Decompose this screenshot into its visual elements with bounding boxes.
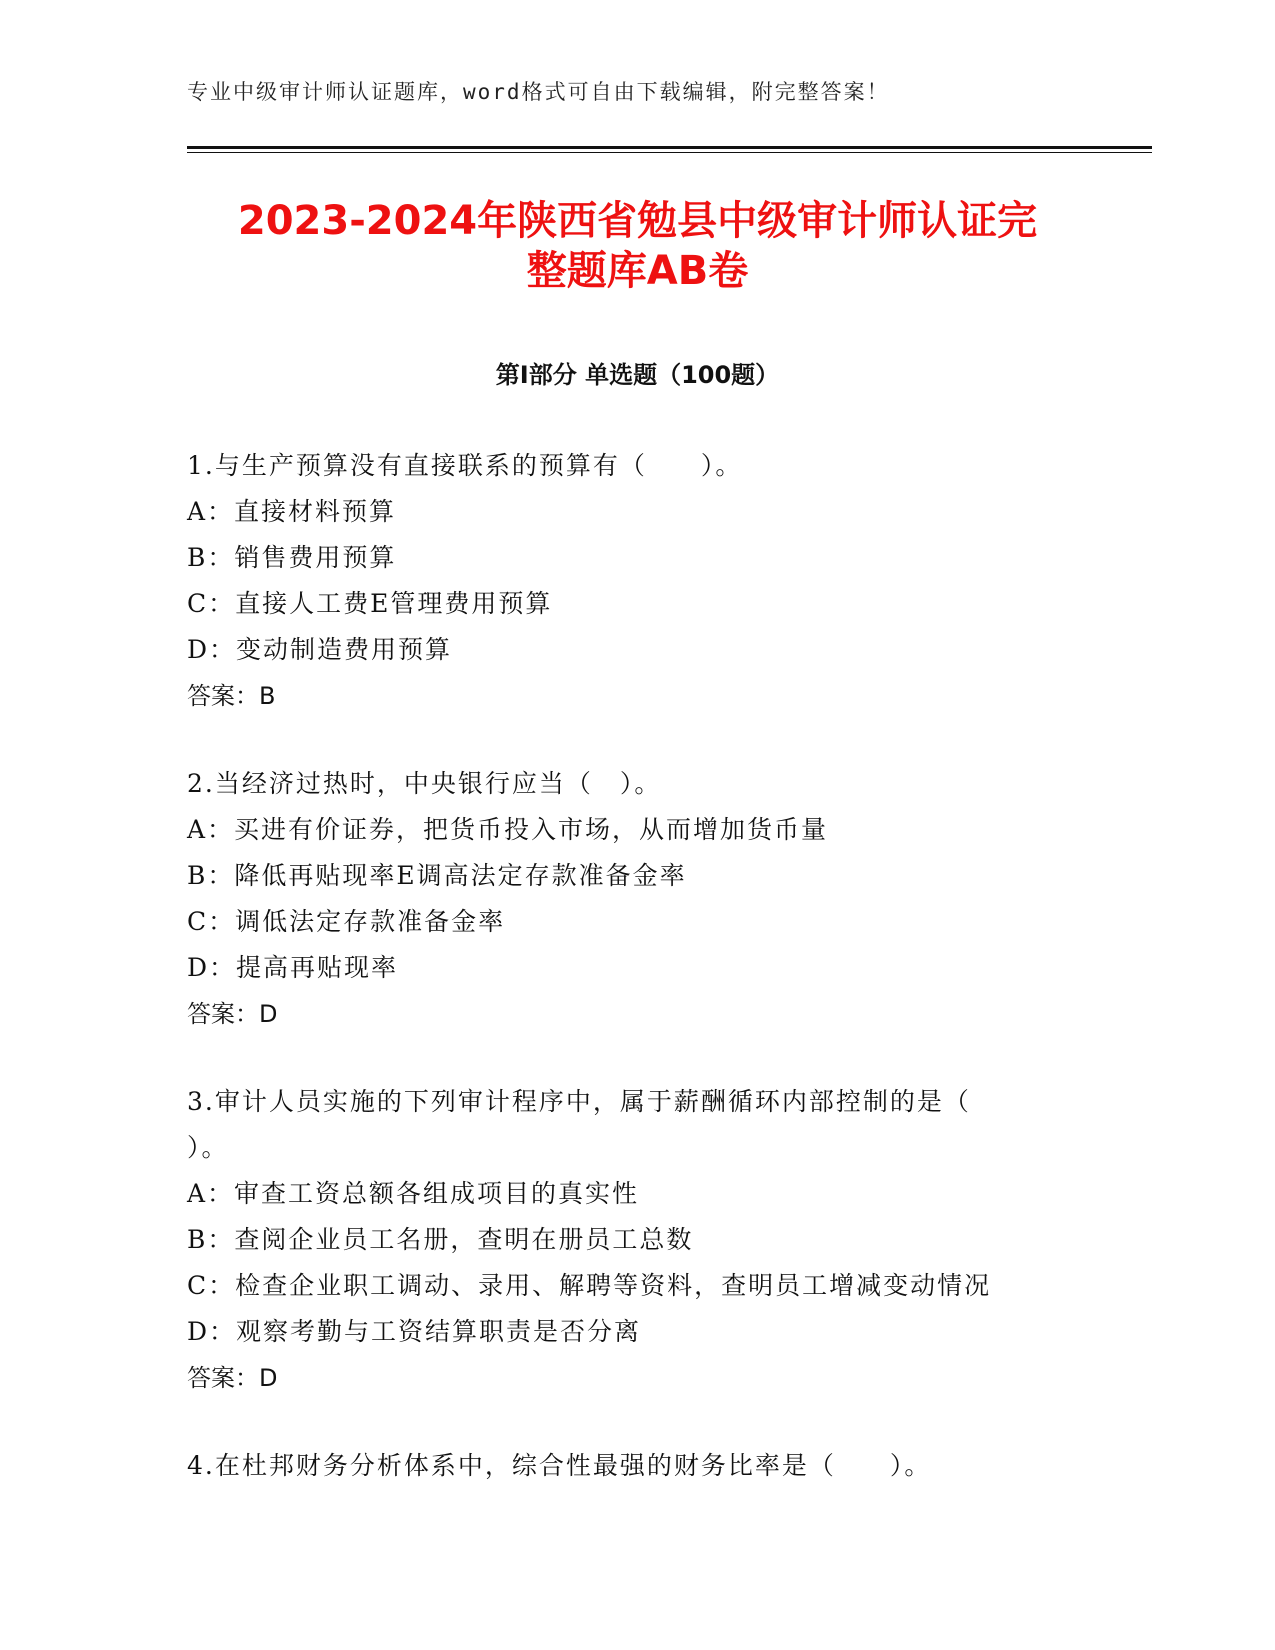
option-a: A：买进有价证券，把货币投入市场，从而增加货币量	[187, 815, 829, 844]
option-d: D：提高再贴现率	[187, 953, 399, 982]
header-note: 专业中级审计师认证题库，word格式可自由下载编辑，附完整答案！	[187, 80, 890, 104]
document-title	[120, 196, 1155, 296]
answer: 答案：D	[187, 1000, 278, 1028]
option-b: B：降低再贴现率E调高法定存款准备金率	[187, 861, 687, 890]
option-a: A：直接材料预算	[187, 497, 397, 526]
option-b: B：销售费用预算	[187, 543, 397, 572]
option-d: D：观察考勤与工资结算职责是否分离	[187, 1317, 642, 1346]
question-stem: 2.当经济过热时，中央银行应当（ ）。	[187, 769, 662, 798]
question-1	[187, 443, 1107, 719]
question-stem: 4.在杜邦财务分析体系中，综合性最强的财务比率是（ ）。	[187, 1451, 932, 1480]
question-stem: 1.与生产预算没有直接联系的预算有（ ）。	[187, 451, 743, 480]
option-d: D：变动制造费用预算	[187, 635, 453, 664]
option-c: C：检查企业职工调动、录用、解聘等资料，查明员工增减变动情况	[187, 1271, 992, 1300]
question-spacer	[187, 1401, 1107, 1443]
option-c: C：直接人工费E管理费用预算	[187, 589, 553, 618]
header-rule-thin	[187, 152, 1152, 153]
question-spacer	[187, 719, 1107, 761]
answer: 答案：D	[187, 1364, 278, 1392]
question-list	[187, 443, 1107, 1489]
option-a: A：审查工资总额各组成项目的真实性	[187, 1179, 640, 1208]
answer: 答案：B	[187, 682, 276, 710]
title-line-2: 整题库AB卷	[526, 248, 749, 294]
section-heading: 第Ⅰ部分 单选题（100题）	[495, 361, 780, 389]
question-spacer	[187, 1037, 1107, 1079]
title-line-1: 2023-2024年陕西省勉县中级审计师认证完	[237, 198, 1038, 244]
question-2	[187, 761, 1107, 1037]
question-stem: 3.审计人员实施的下列审计程序中，属于薪酬循环内部控制的是（ ）。	[187, 1087, 971, 1162]
option-b: B：查阅企业员工名册，查明在册员工总数	[187, 1225, 694, 1254]
option-c: C：调低法定存款准备金率	[187, 907, 506, 936]
question-4	[187, 1443, 1107, 1489]
header-rule-thick	[187, 146, 1152, 149]
question-3	[187, 1079, 1107, 1401]
